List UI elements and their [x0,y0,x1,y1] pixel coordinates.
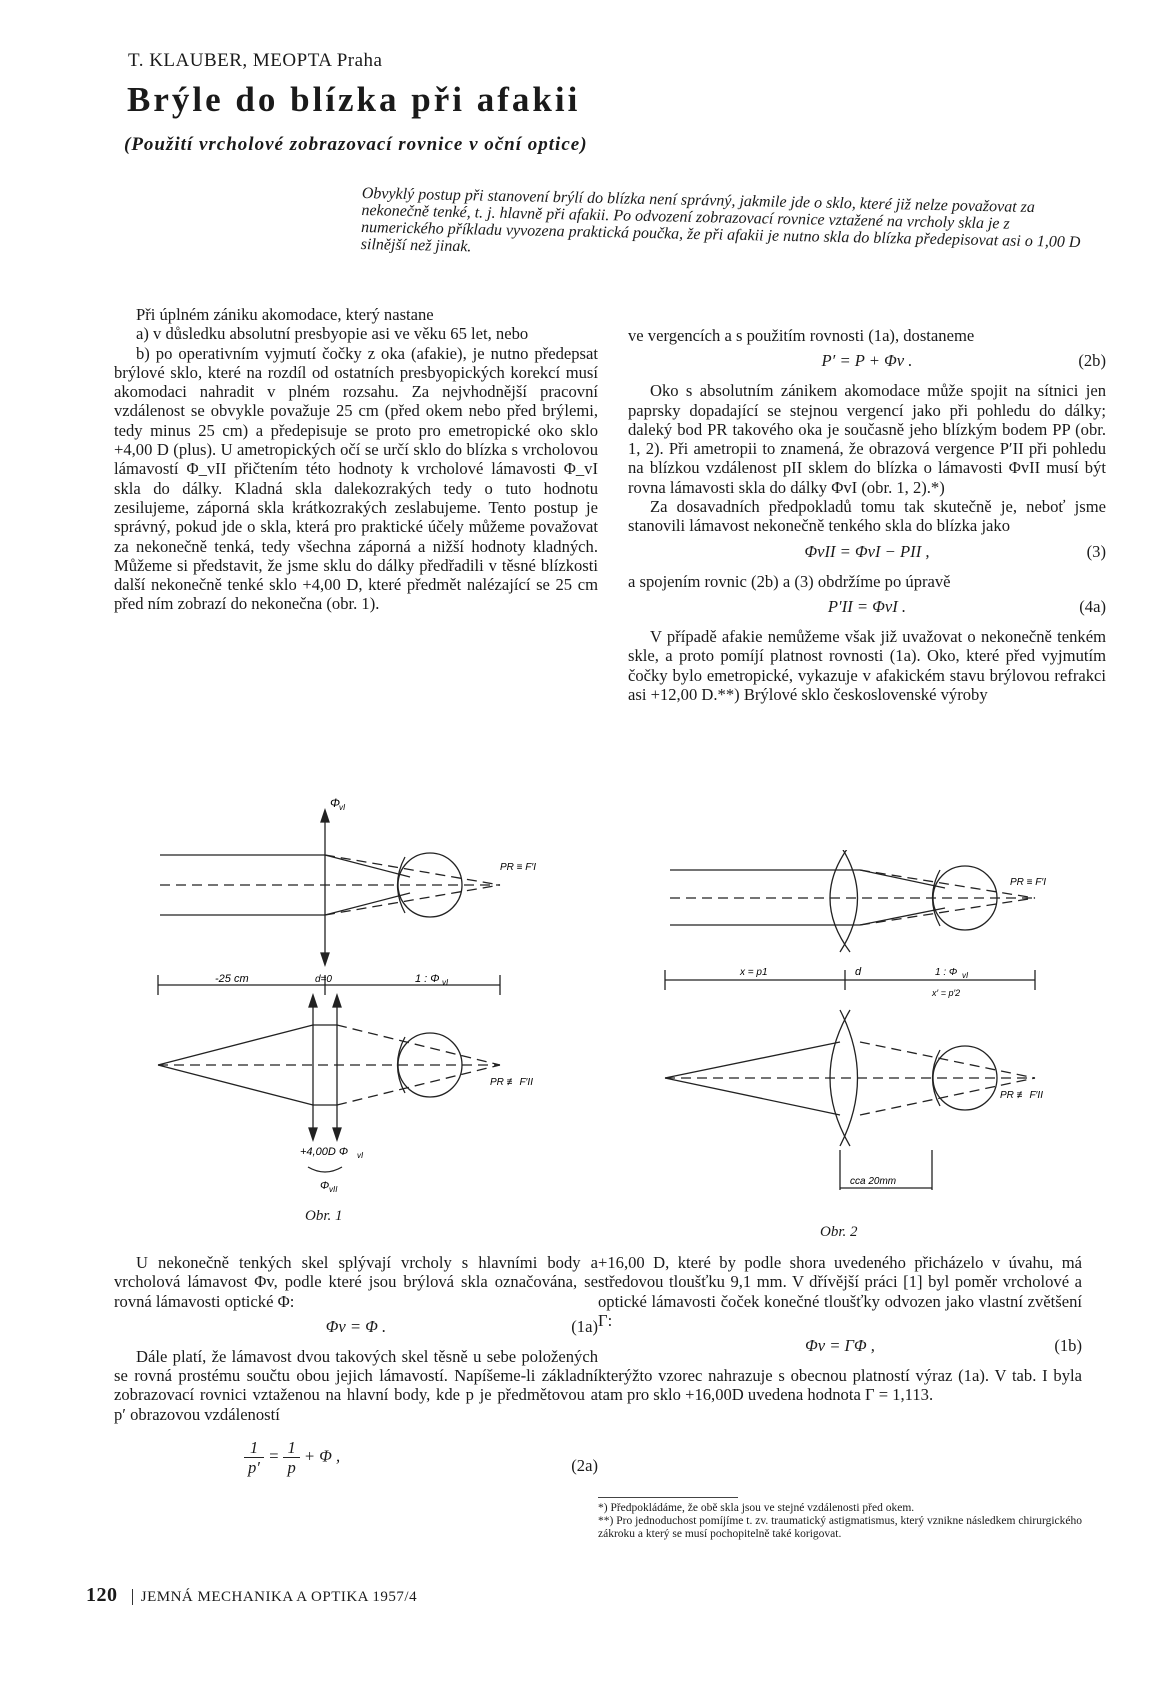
equation-4a: P′II = ΦvI . (4a) [827,596,1106,616]
page-number: 120 [86,1584,118,1606]
arrow-down-icon [321,953,329,965]
fig1-label: vI [357,1151,364,1160]
article-title: Brýle do blízka při afakii [127,80,581,119]
page-footer [86,1584,417,1607]
equation-1b: Φv = ΓΦ , (1b) [805,1336,1082,1356]
fig2-label: d [855,966,862,978]
author-line: T. KLAUBER, MEOPTA Praha [128,50,383,71]
fig2-label: cca 20mm [850,1176,897,1187]
paragraph: a) v důsledku absolutní presbyopie asi ve věku 65 let, nebo [136,324,529,344]
fig1-label: vI [442,978,449,987]
fig1-label: +4,00D Φ [300,1146,349,1158]
equation-2a: $\frac{1}{p'}$ = $\frac{1}{p}$ + Φ , (2a) [114,1438,598,1494]
figure-2-caption: Obr. 2 [820,1224,858,1240]
fig2-label: x = p1 [740,967,768,978]
paragraph: b) po operativním vyjmutí čočky z oka (afakie), je nutno předepsat brýlové sklo, které na rozdíl od ostatních presbyopických korekcí musí akomodaci nahradit v plném rozsahu. Za nejvhodnější pracovní vzdálenost se obvykle považuje 25 cm (před okem nebo před brýlemi, tedy minus 25 cm) a předepisuje se proto pro emetropické oko sklo +4,00 D (plus). U ametropických očí se určí sklo do blízka s vrcholovou lámavostí Φ_vII přičtením této hodnoty k vrcholové lámavosti Φ_vI skla do dálky. Kladná skla dalekozrakých tedy o tuto hodnotu zesilujeme, záporná skla krátkozrakých zeslabujeme. Tento postup je správný, pokud jde o skla, která pro praktické účely můžeme považovat za nekonečně tenká, tedy všechna záporná a nižší hodnoty kladných. Můžeme si představit, že jsme sklu do dálky předřadili v těsné blízkosti další nekonečně tenké sklo +4,00 D, které předmět nalézající se 25 cm před ním zobrazí do nekonečna (obr. 1). [114,343,598,614]
left-column-text [114,305,598,614]
fig1-label: -25 cm [215,973,249,985]
fig2-label: vI [962,971,969,980]
fig1-label: 1 : Φ [415,973,440,985]
paragraph: V případě afakie nemůžeme však již uvažovat o nekonečně tenkém skle, a proto pomíjí platnost rovnosti (1a). Oko, které před vyjmutím čočky bylo emetropické, vykazuje v afakickém stavu brýlovou refrakci asi +12,00 D.**) Brýlové sklo československé výroby [628,626,1106,704]
fig1-label: vI [339,803,346,812]
paragraph: a spojením rovnic (2b) a (3) obdržíme po úpravě [628,571,951,591]
equation-3: ΦvII = ΦvI − PII , (3) [804,541,1106,561]
paragraph: +16,00 D, které by podle shora uvedeného přicházelo v úvahu, má středovou tloušťku 9,1 mm. V dřívější práci [1] byl poměr vrcholové a optické lámavosti čoček konečné tloušťky odvozen jako vlastní zvětšení Γ: [598,1253,1082,1330]
fig1-label: PR ≢ F′II [490,1077,533,1088]
paragraph: Při úplném zániku akomodace, který nastane [136,305,434,324]
footnote: **) Pro jednoduchost pomíjíme t. zv. traumatický astigmatismus, který vznikne následkem chirurgického zákroku a který se musí pochopitelně také korigovat. [598,1515,1082,1540]
bottom-right-text [598,1253,1082,1405]
paragraph: U nekonečně tenkých skel splývají vrcholy s hlavními body a vrcholová lámavost Φv, podle které jsou brýlová skla označována, se rovná lámavosti optické Φ: [114,1253,598,1311]
paragraph: Dále platí, že lámavost dvou takových skel těsně u sebe položených se rovná prostému součtu obou jejich lámavostí. Napíšeme-li základní zobrazovací rovnici vztaženou na hlavní body, kde p je předmětovou a p′ obrazovou vzdáleností [114,1346,598,1424]
footnote: *) Předpokládáme, že obě skla jsou ve stejné vzdálenosti před okem. [598,1502,915,1514]
equation-2b: P′ = P + Φv . (2b) [821,351,1106,371]
figure-1 [150,795,590,1195]
fig1-label: Φ [330,796,341,810]
fig1-label: vII [329,1185,338,1194]
fig1-label: d=0 [315,974,332,985]
arrow-up-icon [321,810,329,822]
bottom-left-text [114,1253,598,1500]
paragraph: kterýžto vzorec nahrazuje s obecnou platností výraz (1a). V tab. I byla tam pro sklo +16,00D uvedena hodnota Γ = 1,113. [598,1366,1082,1405]
meniscus-lens [830,850,850,952]
fig1-label: PR ≡ F′I [500,862,537,873]
article-subtitle: (Použití vrcholové zobrazovací rovnice v oční optice) [124,134,588,155]
paragraph: ve vergencích a s použitím rovnosti (1a), dostaneme [628,326,975,345]
right-column-text [628,326,1106,704]
fig2-label: PR ≢ F′II [1000,1090,1043,1101]
journal-name: JEMNÁ MECHANIKA A OPTIKA 1957/4 [140,1589,418,1605]
fig1-label: Φ [320,1180,330,1192]
paragraph: Oko s absolutním zánikem akomodace může spojit na sítnici jen paprsky dopadající se stejnou vergencí jako při pohledu do dálky; daleký bod PR takového oka je současně jeho blízkým bodem PP (obr. 1, 2). Při ametropii to znamená, že obrazová vergence P′II při pohledu na blízkou vzdálenost pII sklem do blízka o lámavosti ΦvII musí být rovna lámavosti skla do dálky ΦvI (obr. 1, 2).*) [628,381,1106,497]
equation-1a: Φv = Φ . (1a) [325,1316,598,1336]
footnotes [598,1497,1082,1541]
figure-1-caption: Obr. 1 [305,1208,343,1224]
figure-2 [660,850,1080,1220]
abstract: Obvyklý postup při stanovení brýlí do blízka není správný, jakmile jde o sklo, které již nelze považovat za nekonečně tenké, t. j. hlavně při afakii. Po odvození zobrazovací rovnice vztažené na vrcholy skla je z numerického příkladu vyvozena praktická poučka, že při afakii je nutno skla do blízka předepisovat asi o 1,00 D silnější než jinak. [360,185,1081,256]
fig2-label: 1 : Φ [935,967,958,978]
paragraph: Za dosavadních předpokladů tomu tak skutečně je, neboť jsme stanovili lámavost nekonečně tenkého skla do blízka jako [628,497,1106,536]
fig2-label: PR ≡ F′I [1010,877,1047,888]
fig2-label: x′ = p′2 [932,988,961,998]
